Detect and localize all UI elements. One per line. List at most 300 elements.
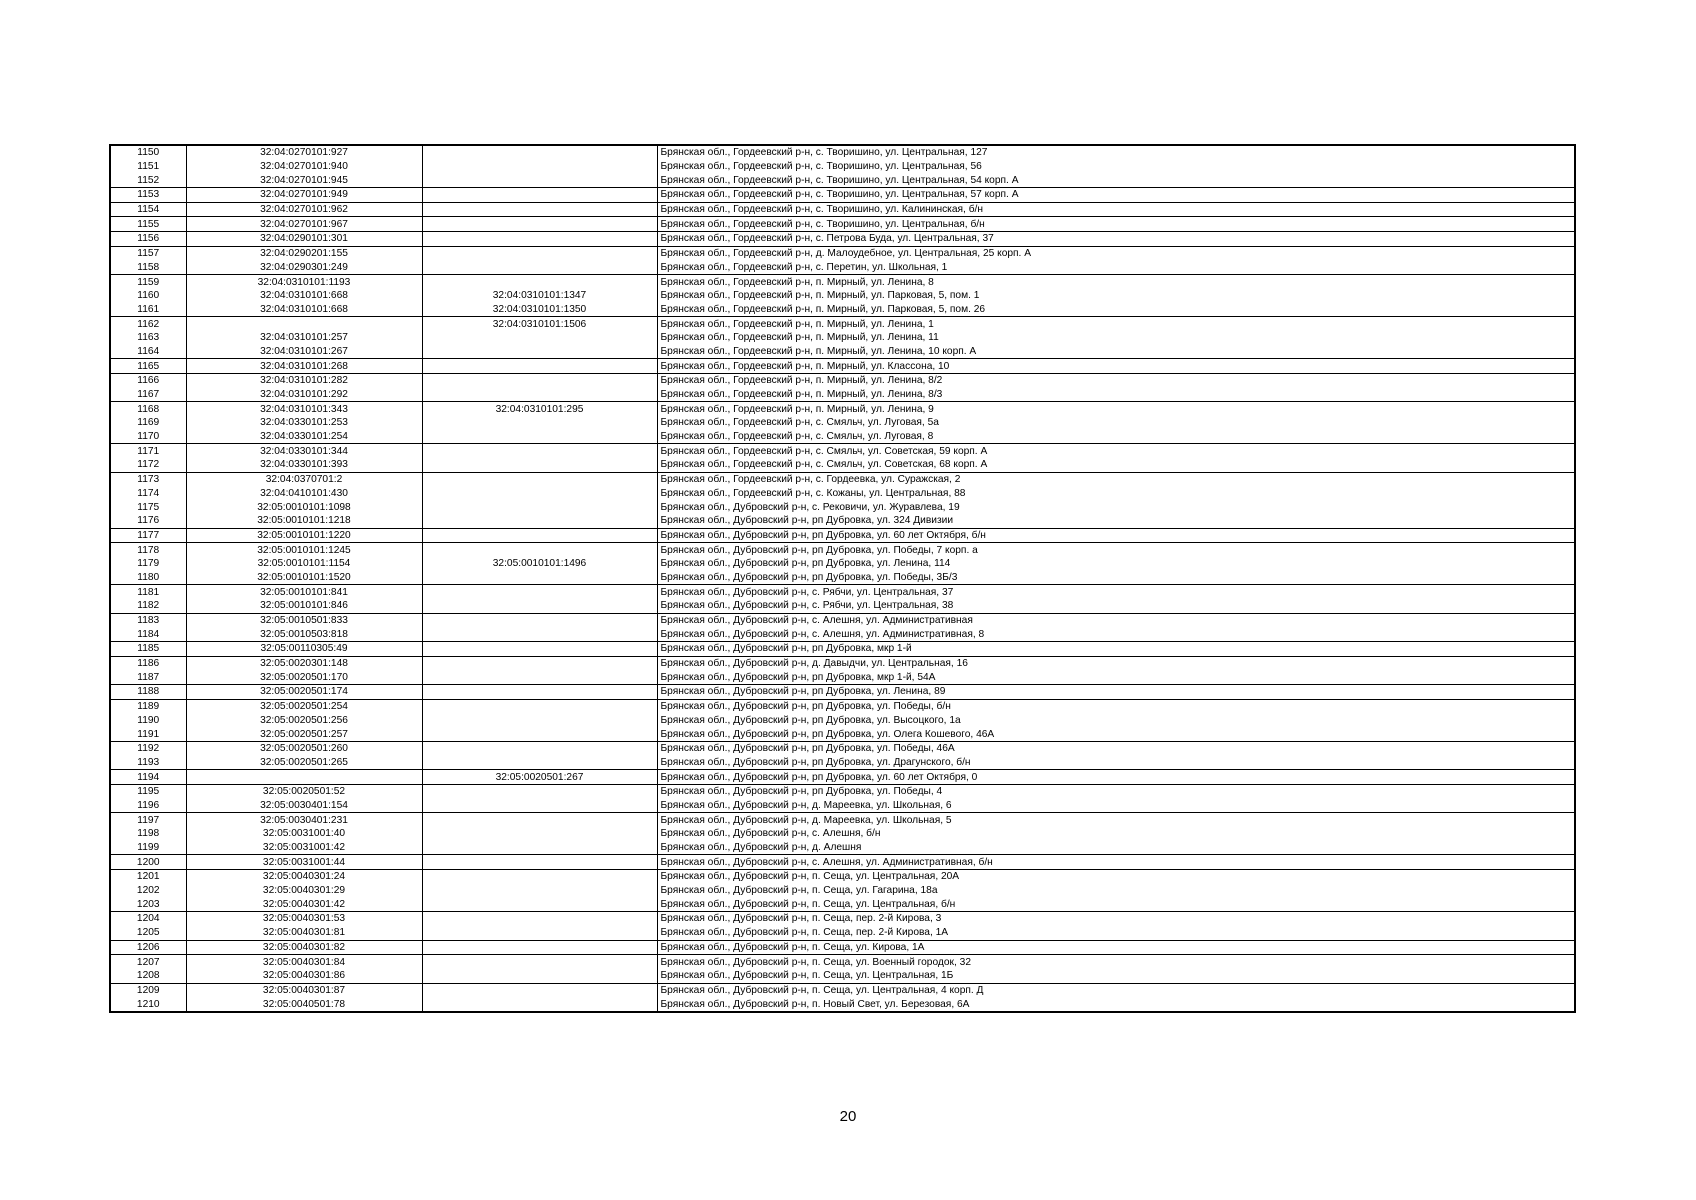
building-cadastral-number-cell [422,685,657,700]
table-row [110,261,1575,275]
row-number-cell: 1209 [110,983,186,997]
cadastral-number-cell: 32:05:0020501:254 [186,699,422,713]
row-number-cell: 1188 [110,685,186,700]
table-row [110,374,1575,388]
address-cell: Брянская обл., Гордеевский р-н, п. Мирный, ул. Ленина, 9 [657,402,1575,416]
row-number-cell: 1204 [110,912,186,926]
address-cell: Брянская обл., Дубровский р-н, рп Дубровка, ул. Победы, б/н [657,699,1575,713]
table-row [110,714,1575,728]
table-row [110,741,1575,755]
cadastral-number-cell: 32:05:0040301:53 [186,912,422,926]
building-cadastral-number-cell [422,827,657,841]
building-cadastral-number-cell [422,430,657,444]
cadastral-number-cell: 32:04:0310101:343 [186,402,422,416]
building-cadastral-number-cell [422,528,657,543]
table-row [110,345,1575,359]
table-row [110,388,1575,402]
table-row [110,670,1575,684]
cadastral-number-cell: 32:05:0020501:174 [186,685,422,700]
cadastral-number-cell: 32:05:0010501:833 [186,613,422,627]
address-cell: Брянская обл., Гордеевский р-н, с. Гордеевка, ул. Суражская, 2 [657,472,1575,486]
cadastral-number-cell: 32:05:0010101:1218 [186,514,422,528]
row-number-cell: 1187 [110,670,186,684]
address-cell: Брянская обл., Дубровский р-н, п. Новый Свет, ул. Березовая, 6А [657,997,1575,1012]
building-cadastral-number-cell [422,188,657,203]
building-cadastral-number-cell [422,246,657,260]
address-cell: Брянская обл., Дубровский р-н, рп Дубровка, ул. Высоцкого, 1а [657,714,1575,728]
address-cell: Брянская обл., Дубровский р-н, п. Сеща, ул. Гагарина, 18а [657,884,1575,898]
table-row [110,813,1575,827]
cadastral-number-cell: 32:05:0020501:260 [186,741,422,755]
table-row [110,585,1575,599]
building-cadastral-number-cell: 32:05:0010101:1496 [422,557,657,571]
address-cell: Брянская обл., Дубровский р-н, рп Дубровка, ул. 324 Дивизии [657,514,1575,528]
building-cadastral-number-cell [422,897,657,911]
row-number-cell: 1190 [110,714,186,728]
cadastral-number-cell: 32:05:0031001:40 [186,827,422,841]
row-number-cell: 1175 [110,500,186,514]
cadastral-number-cell: 32:05:0010101:1220 [186,528,422,543]
cadastral-number-cell: 32:04:0310101:282 [186,374,422,388]
row-number-cell: 1150 [110,145,186,160]
building-cadastral-number-cell [422,727,657,741]
row-number-cell: 1208 [110,969,186,983]
address-cell: Брянская обл., Дубровский р-н, рп Дубровка, мкр 1-й, 54А [657,670,1575,684]
cadastral-number-cell [186,317,422,331]
table-row [110,359,1575,374]
table-row [110,487,1575,501]
building-cadastral-number-cell [422,997,657,1012]
row-number-cell: 1165 [110,359,186,374]
building-cadastral-number-cell [422,173,657,187]
building-cadastral-number-cell [422,699,657,713]
row-number-cell: 1199 [110,841,186,855]
address-cell: Брянская обл., Дубровский р-н, п. Сеща, ул. Военный городок, 32 [657,955,1575,969]
building-cadastral-number-cell [422,627,657,641]
building-cadastral-number-cell [422,613,657,627]
cadastral-number-cell: 32:04:0310101:1193 [186,275,422,289]
address-cell: Брянская обл., Дубровский р-н, п. Сеща, ул. Центральная, 1Б [657,969,1575,983]
address-cell: Брянская обл., Гордеевский р-н, с. Творишино, ул. Центральная, 57 корп. А [657,188,1575,203]
building-cadastral-number-cell [422,444,657,458]
building-cadastral-number-cell [422,232,657,247]
table-row [110,145,1575,160]
building-cadastral-number-cell [422,543,657,557]
building-cadastral-number-cell [422,940,657,955]
address-cell: Брянская обл., Дубровский р-н, с. Рябчи, ул. Центральная, 38 [657,599,1575,613]
cadastral-number-cell: 32:04:0330101:253 [186,416,422,430]
building-cadastral-number-cell [422,784,657,798]
building-cadastral-number-cell [422,599,657,613]
building-cadastral-number-cell [422,202,657,217]
row-number-cell: 1179 [110,557,186,571]
row-number-cell: 1197 [110,813,186,827]
address-cell: Брянская обл., Гордеевский р-н, с. Творишино, ул. Калининская, б/н [657,202,1575,217]
table-row [110,202,1575,217]
building-cadastral-number-cell [422,656,657,670]
cadastral-number-cell: 32:05:0040301:84 [186,955,422,969]
address-cell: Брянская обл., Дубровский р-н, с. Алешня, ул. Административная, б/н [657,855,1575,870]
table-row [110,955,1575,969]
building-cadastral-number-cell [422,926,657,940]
address-cell: Брянская обл., Гордеевский р-н, с. Перетин, ул. Школьная, 1 [657,261,1575,275]
table-row [110,997,1575,1012]
table-row [110,940,1575,955]
table-row [110,926,1575,940]
table-row [110,897,1575,911]
address-cell: Брянская обл., Дубровский р-н, с. Рековичи, ул. Журавлева, 19 [657,500,1575,514]
address-cell: Брянская обл., Дубровский р-н, п. Сеща, ул. Кирова, 1А [657,940,1575,955]
row-number-cell: 1154 [110,202,186,217]
cadastral-number-cell: 32:04:0310101:668 [186,303,422,317]
address-cell: Брянская обл., Гордеевский р-н, с. Смяльч, ул. Советская, 68 корп. А [657,458,1575,472]
row-number-cell: 1203 [110,897,186,911]
row-number-cell: 1180 [110,571,186,585]
cadastral-number-cell: 32:04:0270101:940 [186,160,422,174]
row-number-cell: 1172 [110,458,186,472]
address-cell: Брянская обл., Дубровский р-н, с. Рябчи, ул. Центральная, 37 [657,585,1575,599]
address-cell: Брянская обл., Гордеевский р-н, п. Мирный, ул. Ленина, 1 [657,317,1575,331]
table-row [110,289,1575,303]
row-number-cell: 1205 [110,926,186,940]
address-cell: Брянская обл., Дубровский р-н, с. Алешня, ул. Административная [657,613,1575,627]
address-cell: Брянская обл., Дубровский р-н, п. Сеща, пер. 2-й Кирова, 1А [657,926,1575,940]
row-number-cell: 1183 [110,613,186,627]
address-cell: Брянская обл., Дубровский р-н, с. Алешня, б/н [657,827,1575,841]
building-cadastral-number-cell [422,345,657,359]
building-cadastral-number-cell [422,841,657,855]
cadastral-number-cell: 32:04:0370701:2 [186,472,422,486]
address-cell: Брянская обл., Дубровский р-н, рп Дубровка, ул. Победы, 4 [657,784,1575,798]
cadastral-number-cell: 32:05:0020501:52 [186,784,422,798]
cadastral-number-cell: 32:04:0270101:949 [186,188,422,203]
table-row [110,430,1575,444]
row-number-cell: 1151 [110,160,186,174]
row-number-cell: 1161 [110,303,186,317]
cadastral-number-cell: 32:05:0040301:82 [186,940,422,955]
address-cell: Брянская обл., Дубровский р-н, рп Дубровка, ул. 60 лет Октября, б/н [657,528,1575,543]
table-row [110,571,1575,585]
row-number-cell: 1198 [110,827,186,841]
address-cell: Брянская обл., Дубровский р-н, д. Мареевка, ул. Школьная, 5 [657,813,1575,827]
building-cadastral-number-cell [422,799,657,813]
cadastral-number-cell: 32:05:0020501:256 [186,714,422,728]
address-cell: Брянская обл., Гордеевский р-н, п. Мирный, ул. Ленина, 11 [657,331,1575,345]
address-cell: Брянская обл., Дубровский р-н, рп Дубровка, ул. Победы, 46А [657,741,1575,755]
table-row [110,969,1575,983]
building-cadastral-number-cell: 32:04:0310101:295 [422,402,657,416]
building-cadastral-number-cell [422,160,657,174]
table-row [110,756,1575,770]
table-row [110,173,1575,187]
row-number-cell: 1206 [110,940,186,955]
cadastral-number-cell: 32:04:0330101:393 [186,458,422,472]
row-number-cell: 1163 [110,331,186,345]
building-cadastral-number-cell [422,487,657,501]
table-row [110,416,1575,430]
building-cadastral-number-cell [422,813,657,827]
row-number-cell: 1153 [110,188,186,203]
building-cadastral-number-cell [422,359,657,374]
row-number-cell: 1164 [110,345,186,359]
address-cell: Брянская обл., Гордеевский р-н, п. Мирный, ул. Ленина, 8/2 [657,374,1575,388]
cadastral-number-cell: 32:04:0270101:962 [186,202,422,217]
row-number-cell: 1174 [110,487,186,501]
cadastral-number-cell: 32:04:0270101:945 [186,173,422,187]
building-cadastral-number-cell [422,969,657,983]
cadastral-number-cell: 32:05:0010101:1520 [186,571,422,585]
building-cadastral-number-cell [422,642,657,657]
address-cell: Брянская обл., Дубровский р-н, рп Дубровка, ул. Ленина, 89 [657,685,1575,700]
row-number-cell: 1210 [110,997,186,1012]
row-number-cell: 1176 [110,514,186,528]
building-cadastral-number-cell: 32:04:0310101:1506 [422,317,657,331]
row-number-cell: 1202 [110,884,186,898]
cadastral-number-cell: 32:05:0030401:154 [186,799,422,813]
building-cadastral-number-cell: 32:05:0020501:267 [422,770,657,785]
cadastral-number-cell: 32:04:0310101:267 [186,345,422,359]
building-cadastral-number-cell [422,145,657,160]
cadastral-number-cell: 32:05:0040301:86 [186,969,422,983]
cadastral-number-cell: 32:05:0010101:1154 [186,557,422,571]
address-cell: Брянская обл., Гордеевский р-н, с. Творишино, ул. Центральная, б/н [657,217,1575,232]
row-number-cell: 1186 [110,656,186,670]
building-cadastral-number-cell [422,912,657,926]
table-row [110,841,1575,855]
row-number-cell: 1170 [110,430,186,444]
building-cadastral-number-cell [422,983,657,997]
row-number-cell: 1192 [110,741,186,755]
table-row [110,770,1575,785]
cadastral-number-cell: 32:05:0030401:231 [186,813,422,827]
address-cell: Брянская обл., Гордеевский р-н, с. Смяльч, ул. Советская, 59 корп. А [657,444,1575,458]
cadastral-number-cell [186,770,422,785]
cadastral-number-cell: 32:05:0031001:42 [186,841,422,855]
address-cell: Брянская обл., Гордеевский р-н, п. Мирный, ул. Ленина, 10 корп. А [657,345,1575,359]
cadastral-number-cell: 32:05:0010101:846 [186,599,422,613]
address-cell: Брянская обл., Дубровский р-н, п. Сеща, ул. Центральная, 20А [657,870,1575,884]
building-cadastral-number-cell [422,261,657,275]
table-row [110,599,1575,613]
cadastral-number-cell: 32:05:0040301:87 [186,983,422,997]
table-row [110,331,1575,345]
table-row [110,217,1575,232]
row-number-cell: 1156 [110,232,186,247]
row-number-cell: 1166 [110,374,186,388]
address-cell: Брянская обл., Дубровский р-н, д. Мареевка, ул. Школьная, 6 [657,799,1575,813]
address-cell: Брянская обл., Гордеевский р-н, с. Кожаны, ул. Центральная, 88 [657,487,1575,501]
address-cell: Брянская обл., Гордеевский р-н, с. Смяльч, ул. Луговая, 8 [657,430,1575,444]
row-number-cell: 1195 [110,784,186,798]
table-row [110,627,1575,641]
building-cadastral-number-cell [422,585,657,599]
building-cadastral-number-cell [422,571,657,585]
cadastral-number-cell: 32:05:0010101:841 [186,585,422,599]
cadastral-number-cell: 32:05:0040501:78 [186,997,422,1012]
table-row [110,543,1575,557]
row-number-cell: 1181 [110,585,186,599]
table-row [110,870,1575,884]
address-cell: Брянская обл., Дубровский р-н, рп Дубровка, ул. Победы, 7 корп. а [657,543,1575,557]
building-cadastral-number-cell [422,756,657,770]
address-cell: Брянская обл., Гордеевский р-н, с. Петрова Буда, ул. Центральная, 37 [657,232,1575,247]
table-row [110,642,1575,657]
address-cell: Брянская обл., Гордеевский р-н, с. Творишино, ул. Центральная, 56 [657,160,1575,174]
table-row [110,232,1575,247]
table-row [110,912,1575,926]
table-row [110,472,1575,486]
cadastral-number-cell: 32:05:0010101:1098 [186,500,422,514]
address-cell: Брянская обл., Гордеевский р-н, п. Мирный, ул. Парковая, 5, пом. 26 [657,303,1575,317]
cadastral-number-cell: 32:05:0020301:148 [186,656,422,670]
building-cadastral-number-cell [422,217,657,232]
table-row [110,514,1575,528]
cadastral-number-cell: 32:05:00110305:49 [186,642,422,657]
row-number-cell: 1173 [110,472,186,486]
address-cell: Брянская обл., Дубровский р-н, д. Давыдчи, ул. Центральная, 16 [657,656,1575,670]
cadastral-number-cell: 32:05:0020501:265 [186,756,422,770]
row-number-cell: 1157 [110,246,186,260]
building-cadastral-number-cell [422,416,657,430]
address-cell: Брянская обл., Гордеевский р-н, п. Мирный, ул. Ленина, 8/3 [657,388,1575,402]
table-row [110,727,1575,741]
table-row [110,827,1575,841]
address-cell: Брянская обл., Гордеевский р-н, п. Мирный, ул. Ленина, 8 [657,275,1575,289]
building-cadastral-number-cell [422,955,657,969]
row-number-cell: 1191 [110,727,186,741]
row-number-cell: 1155 [110,217,186,232]
address-cell: Брянская обл., Дубровский р-н, п. Сеща, пер. 2-й Кирова, 3 [657,912,1575,926]
row-number-cell: 1184 [110,627,186,641]
row-number-cell: 1158 [110,261,186,275]
cadastral-number-cell: 32:04:0310101:668 [186,289,422,303]
table-row [110,884,1575,898]
cadastral-number-cell: 32:05:0040301:81 [186,926,422,940]
row-number-cell: 1171 [110,444,186,458]
cadastral-number-cell: 32:05:0031001:44 [186,855,422,870]
row-number-cell: 1200 [110,855,186,870]
table-row [110,303,1575,317]
row-number-cell: 1167 [110,388,186,402]
cadastral-number-cell: 32:04:0270101:967 [186,217,422,232]
table-row [110,444,1575,458]
row-number-cell: 1162 [110,317,186,331]
cadastral-number-cell: 32:05:0020501:170 [186,670,422,684]
building-cadastral-number-cell: 32:04:0310101:1347 [422,289,657,303]
row-number-cell: 1196 [110,799,186,813]
cadastral-number-cell: 32:04:0290201:155 [186,246,422,260]
address-cell: Брянская обл., Дубровский р-н, п. Сеща, ул. Центральная, б/н [657,897,1575,911]
building-cadastral-number-cell [422,331,657,345]
building-cadastral-number-cell: 32:04:0310101:1350 [422,303,657,317]
row-number-cell: 1185 [110,642,186,657]
building-cadastral-number-cell [422,388,657,402]
address-cell: Брянская обл., Дубровский р-н, п. Сеща, ул. Центральная, 4 корп. Д [657,983,1575,997]
address-cell: Брянская обл., Дубровский р-н, рп Дубровка, ул. Олега Кошевого, 46А [657,727,1575,741]
building-cadastral-number-cell [422,514,657,528]
row-number-cell: 1168 [110,402,186,416]
address-cell: Брянская обл., Гордеевский р-н, с. Творишино, ул. Центральная, 54 корп. А [657,173,1575,187]
address-cell: Брянская обл., Гордеевский р-н, п. Мирный, ул. Парковая, 5, пом. 1 [657,289,1575,303]
building-cadastral-number-cell [422,670,657,684]
address-cell: Брянская обл., Дубровский р-н, д. Алешня [657,841,1575,855]
cadastral-number-cell: 32:04:0310101:257 [186,331,422,345]
registry-table-body [110,145,1575,1012]
cadastral-number-cell: 32:04:0270101:927 [186,145,422,160]
row-number-cell: 1182 [110,599,186,613]
cadastral-number-cell: 32:04:0290301:249 [186,261,422,275]
building-cadastral-number-cell [422,500,657,514]
row-number-cell: 1189 [110,699,186,713]
table-row [110,275,1575,289]
building-cadastral-number-cell [422,275,657,289]
cadastral-number-cell: 32:05:0040301:42 [186,897,422,911]
cadastral-number-cell: 32:04:0310101:292 [186,388,422,402]
table-row [110,500,1575,514]
address-cell: Брянская обл., Гордеевский р-н, п. Мирный, ул. Классона, 10 [657,359,1575,374]
table-row [110,557,1575,571]
building-cadastral-number-cell [422,870,657,884]
building-cadastral-number-cell [422,472,657,486]
address-cell: Брянская обл., Дубровский р-н, рп Дубровка, мкр 1-й [657,642,1575,657]
row-number-cell: 1169 [110,416,186,430]
table-row [110,246,1575,260]
building-cadastral-number-cell [422,741,657,755]
registry-table [109,144,1576,1013]
row-number-cell: 1207 [110,955,186,969]
cadastral-number-cell: 32:04:0330101:254 [186,430,422,444]
table-row [110,983,1575,997]
row-number-cell: 1152 [110,173,186,187]
row-number-cell: 1201 [110,870,186,884]
cadastral-number-cell: 32:04:0290101:301 [186,232,422,247]
address-cell: Брянская обл., Дубровский р-н, рп Дубровка, ул. Драгунского, б/н [657,756,1575,770]
building-cadastral-number-cell [422,884,657,898]
address-cell: Брянская обл., Гордеевский р-н, д. Малоудебное, ул. Центральная, 25 корп. А [657,246,1575,260]
cadastral-number-cell: 32:04:0330101:344 [186,444,422,458]
row-number-cell: 1160 [110,289,186,303]
page-number: 20 [839,1108,857,1125]
table-row [110,784,1575,798]
table-row [110,699,1575,713]
table-row [110,402,1575,416]
table-row [110,855,1575,870]
table-row [110,685,1575,700]
row-number-cell: 1178 [110,543,186,557]
table-row [110,160,1575,174]
table-row [110,188,1575,203]
table-row [110,458,1575,472]
row-number-cell: 1159 [110,275,186,289]
row-number-cell: 1194 [110,770,186,785]
table-row [110,528,1575,543]
cadastral-number-cell: 32:05:0040301:24 [186,870,422,884]
cadastral-number-cell: 32:04:0310101:268 [186,359,422,374]
table-row [110,317,1575,331]
building-cadastral-number-cell [422,374,657,388]
address-cell: Брянская обл., Дубровский р-н, с. Алешня, ул. Административная, 8 [657,627,1575,641]
cadastral-number-cell: 32:05:0040301:29 [186,884,422,898]
table-row [110,799,1575,813]
building-cadastral-number-cell [422,855,657,870]
table-row [110,613,1575,627]
address-cell: Брянская обл., Дубровский р-н, рп Дубровка, ул. Победы, 3Б/3 [657,571,1575,585]
address-cell: Брянская обл., Гордеевский р-н, с. Творишино, ул. Центральная, 127 [657,145,1575,160]
cadastral-number-cell: 32:05:0010101:1245 [186,543,422,557]
table-row [110,656,1575,670]
row-number-cell: 1193 [110,756,186,770]
cadastral-number-cell: 32:05:0010503:818 [186,627,422,641]
